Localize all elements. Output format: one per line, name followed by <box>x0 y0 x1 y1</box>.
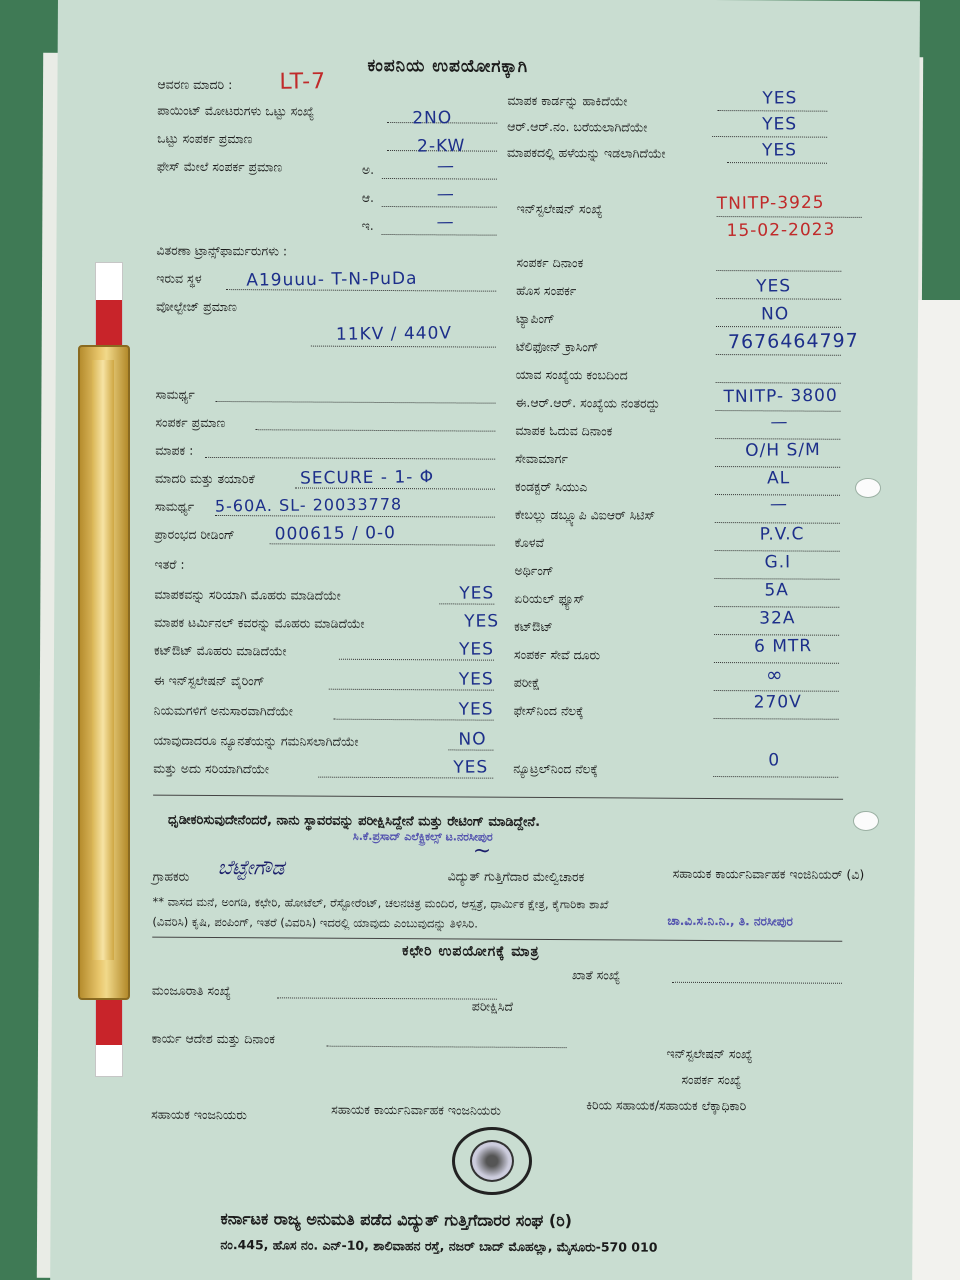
value-install-date: 15-02-2023 <box>726 219 836 242</box>
note-line-1: ** ವಾಸದ ಮನೆ, ಅಂಗಡಿ, ಕಛೇರಿ, ಹೋಟೆಲ್, ರೆಸ್ಟೋರೆಂಟ್, ಚಲನಚಿತ್ರ ಮಂದಿರ, ಆಸ್ಪತ್ರೆ, ಧಾರ್ಮಿಕ ಕ್ಷೇತ್ರ, ಕೈಗಾರಿಕಾ ಶಾಖೆ <box>152 894 609 912</box>
value-aerial-fuse: 5A <box>764 580 789 601</box>
dotted-line <box>716 270 841 272</box>
divider <box>153 795 843 800</box>
label-contractor: ವಿದ್ಯುತ್ ಗುತ್ತಿಗೆದಾರ ಮೇಲ್ವಿಚಾರಕ <box>447 868 585 885</box>
value-as-per-rules: YES <box>458 699 494 720</box>
value-test: ∞ <box>765 662 784 687</box>
dotted-line <box>672 982 842 984</box>
label-neutral-earth: ನ್ಯೂಟ್ರಲ್‌ನಿಂದ ನೆಲಕ್ಕೆ <box>513 760 598 777</box>
value-cutout: 32A <box>759 608 796 629</box>
label-office-conn-no: ಸಂಪರ್ಕ ಸಂಖ್ಯೆ <box>681 1071 742 1088</box>
contractor-stamp: ಸಿ.ಕೆ.ಪ್ರಸಾದ್ ಎಲೆಕ್ಟ್ರಿಕಲ್ಸ್ ಟ.ನರಸೀಪುರ <box>352 829 493 844</box>
value-err-no: TNITP- 3800 <box>723 385 838 408</box>
dotted-line <box>716 354 841 356</box>
value-old-removed: YES <box>761 140 798 161</box>
dotted-line <box>716 298 841 300</box>
label-wiring: ಈ ಇನ್‌ಸ್ಟಲೇಷನ್ ವೈರಿಂಗ್ <box>153 672 265 689</box>
dotted-line <box>255 429 495 431</box>
label-sign-accounts: ಕಿರಿಯ ಸಹಾಯಕ/ಸಹಾಯಕ ಲೆಕ್ಕಾಧಿಕಾರಿ <box>586 1097 747 1114</box>
label-sanction-no: ಮಂಜೂರಾತಿ ಸಂಖ್ಯೆ <box>151 982 231 999</box>
label-cutout-sealed: ಕಟ್‌ಔಟ್ ಮೊಹರು ಮಾಡಿದೆಯೇ <box>153 642 287 659</box>
value-phone: 7676464797 <box>727 329 859 354</box>
label-sign-asst-engineer: ಸಹಾಯಕ ಇಂಜನಿಯರು <box>151 1106 247 1123</box>
divider <box>152 937 842 942</box>
value-rr-written: YES <box>762 114 798 135</box>
dotted-line <box>327 1046 567 1048</box>
label-rr-written: ಆರ್.ಆರ್.ನಂ. ಬರೆಯಲಾಗಿದೆಯೇ <box>507 118 648 135</box>
association-logo-emblem <box>470 1140 514 1182</box>
label-new-conn: ಹೊಸ ಸಂಪರ್ಕ <box>516 282 577 299</box>
value-location: A19uuu- T-N-PuDa <box>246 268 418 291</box>
value-model-maker: SECURE - 1- Φ <box>299 467 435 489</box>
value-total-load: 2-KW <box>416 136 466 157</box>
value-install-no: TNITP-3925 <box>716 192 825 214</box>
value-cover-model: LT-7 <box>279 69 327 95</box>
value-phase-i: — <box>436 212 455 233</box>
label-work-order: ಕಾರ್ಯ ಆದೇಶ ಮತ್ತು ದಿನಾಂಕ <box>151 1030 275 1047</box>
value-meter-capacity: 5-60A. SL- 20033778 <box>214 494 403 516</box>
label-checked: ಪರೀಕ್ಷಿಸಿದೆ <box>471 998 514 1014</box>
label-reading-date: ಮಾಪಕ ಓದುವ ದಿನಾಂಕ <box>515 422 613 439</box>
file-tag-red-band <box>96 300 122 345</box>
label-meter: ಮಾಪಕ : <box>155 442 194 458</box>
file-clip-slot <box>92 360 114 960</box>
label-pipe: ಕೊಳವೆ <box>514 534 545 550</box>
label-meter-capacity: ಸಾಮರ್ಥ್ಯ <box>154 498 195 514</box>
label-phase-load: ಫೇಸ್ ಮೇಲೆ ಸಂಪರ್ಕ ಪ್ರಮಾಣ <box>156 158 283 175</box>
punch-hole <box>853 811 879 831</box>
dotted-line <box>717 216 862 218</box>
label-conn-date: ಸಂಪರ್ಕ ದಿನಾಂಕ <box>516 254 584 271</box>
certification-text: ಧೃಡೀಕರಿಸುವುದೇನೆಂದರೆ, ನಾನು ಸ್ಥಾವರವನ್ನು ಪರೀಕ್ಷಿಸಿದ್ದೇನೆ ಮತ್ತು ರೇಟಿಂಗ್ ಮಾಡಿದ್ದೇನೆ. <box>167 812 541 830</box>
consumer-signature: ಬೆಟ್ಟೇಗೌಡ <box>217 854 285 880</box>
label-capacity: ಸಾಮರ್ಥ್ಯ <box>155 386 195 402</box>
label-service-distance: ಸಂಪರ್ಕ ಸೇವೆ ದೂರು <box>513 646 601 663</box>
label-pole-no: ಯಾವ ಸಂಖ್ಯೆಯ ಕಂಬದಿಂದ <box>515 366 628 383</box>
label-model-maker: ಮಾದರಿ ಮತ್ತು ತಯಾರಿಕೆ <box>155 470 255 487</box>
label-location: ಇರುವ ಸ್ಥಳ <box>156 270 202 286</box>
office-stamp: ಚಾ.ವಿ.ಸ.ನಿ.ನಿ., ತಿ. ನರಸೀಪುರ <box>667 913 793 929</box>
label-err-no: ಈ.ಆರ್.ಆರ್. ಸಂಖ್ಯೆಯ ನಂತರದ್ದು <box>515 394 660 411</box>
label-asst-engineer: ಸಹಾಯಕ ಕಾರ್ಯನಿರ್ವಾಹಕ ಇಂಜಿನಿಯರ್ (ವಿ) <box>672 865 865 882</box>
label-terminal-sealed: ಮಾಪಕ ಟರ್ಮಿನಲ್ ಕವರನ್ನು ಮೊಹರು ಮಾಡಿದೆಯೇ <box>154 614 365 631</box>
dotted-line <box>714 718 839 720</box>
value-neutral-earth: 0 <box>768 750 781 771</box>
note-line-2: (ವಿವರಿಸಿ) ಕೃಷಿ, ಪಂಪಿಂಗ್, ಇತರೆ (ವಿವರಿಸಿ) ಇದರಲ್ಲಿ ಯಾವುದು ಎಂಬುವುದನ್ನು ತಿಳಿಸಿರಿ. <box>152 914 478 931</box>
value-voltage: 11KV / 440V <box>335 323 453 345</box>
label-phase-earth: ಫೇಸ್‌ನಿಂದ ನೆಲಕ್ಕೆ <box>513 702 584 719</box>
value-conductor: AL <box>766 468 791 489</box>
value-service-main: O/H S/M <box>745 440 821 461</box>
dotted-line <box>448 749 493 750</box>
label-meter-card: ಮಾಪಕ ಕಾರ್ಡನ್ನು ಹಾಕಿದೆಯೇ <box>507 92 628 109</box>
dotted-line <box>215 515 495 518</box>
label-phase-i: ಇ. <box>361 217 374 233</box>
label-cutout: ಕಟ್‌ಔಟ್ <box>514 618 553 635</box>
label-consumer: ಗ್ರಾಹಕರು <box>152 868 190 884</box>
value-service-distance: 6 MTR <box>753 636 813 657</box>
value-earthing: G.I <box>764 552 792 573</box>
label-transformers: ವಿತರಣಾ ಟ್ರಾನ್ಸ್‌ಫಾರ್ಮರುಗಳು : <box>156 242 288 259</box>
value-reading-date: — <box>770 412 789 433</box>
office-use-title: ಕಛೇರಿ ಉಪಯೋಗಕ್ಕೆ ಮಾತ್ರ <box>402 943 540 960</box>
label-as-per-rules: ನಿಯಮಗಳಿಗೆ ಅನುಸಾರವಾಗಿದೆಯೇ <box>153 702 293 719</box>
contractor-signature: ~ <box>472 838 492 864</box>
label-install-no: ಇನ್‌ಸ್ಟಲೇಷನ್ ಸಂಖ್ಯೆ <box>516 200 603 217</box>
dotted-line <box>382 234 497 236</box>
value-cutout-sealed: YES <box>458 639 495 660</box>
value-pipe: P.V.C <box>759 524 805 545</box>
label-corrected: ಮತ್ತು ಅದು ಸರಿಯಾಗಿದೆಯೇ <box>153 760 270 777</box>
dotted-line <box>382 206 497 208</box>
value-terminal-sealed: YES <box>464 611 500 632</box>
value-wiring: YES <box>458 669 494 690</box>
label-test: ಪರೀಕ್ಷೆ <box>513 674 541 690</box>
value-defects: NO <box>458 729 487 750</box>
label-aerial-fuse: ಏರಿಯಲ್ ಫ್ಯೂಸ್ <box>514 590 585 607</box>
label-others: ಇತರೆ : <box>154 556 185 572</box>
dotted-line <box>716 326 841 328</box>
label-phase-aa: ಆ. <box>361 189 375 205</box>
dotted-line <box>205 457 495 460</box>
value-phase-a: — <box>436 156 456 177</box>
dotted-line <box>712 136 827 138</box>
label-service-main: ಸೇವಾಮಾರ್ಗ <box>515 450 568 467</box>
label-earthing: ಅರ್ಥಿಂಗ್ <box>514 562 554 579</box>
label-conn-load: ಸಂಪರ್ಕ ಪ್ರಮಾಣ <box>155 414 226 431</box>
value-phase-earth: 270V <box>753 692 802 713</box>
footer-organization: ಕರ್ನಾಟಕ ರಾಜ್ಯ ಅನುಮತಿ ಪಡೆದ ವಿದ್ಯುತ್ ಗುತ್ತಿಗೆದಾರರ ಸಂಘ (ರಿ) <box>220 1209 573 1231</box>
label-total-load: ಒಟ್ಟು ಸಂಪರ್ಕ ಪ್ರಮಾಣ <box>157 130 253 147</box>
label-tapping: ಟ್ಯಾಪಿಂಗ್ <box>515 310 555 327</box>
punch-hole <box>855 478 881 498</box>
value-phase-aa: — <box>436 184 455 205</box>
value-sealed: YES <box>459 583 495 604</box>
dotted-line <box>277 997 497 999</box>
label-sign-asst-exec-engineer: ಸಹಾಯಕ ಕಾರ್ಯನಿರ್ವಾಹಕ ಇಂಜನಿಯರು <box>331 1101 501 1118</box>
label-office-install-no: ಇನ್‌ಸ್ಟಲೇಷನ್ ಸಂಖ್ಯೆ <box>666 1045 753 1062</box>
label-account-no: ಖಾತೆ ಸಂಖ್ಯೆ <box>571 967 621 983</box>
value-tapping: NO <box>760 304 790 325</box>
label-phase-a: ಅ. <box>361 161 375 177</box>
value-corrected: YES <box>453 757 489 778</box>
label-conductor: ಕಂಡಕ್ಟರ್ ಸಿಯುಎ <box>514 478 588 495</box>
dotted-line <box>713 776 838 778</box>
dotted-line <box>382 178 497 180</box>
value-point-motors: 2NO <box>412 108 453 129</box>
footer-address: ನಂ.445, ಹೊಸ ನಂ. ಎನ್-10, ಶಾಲಿವಾಹನ ರಸ್ತೆ, ನಜರ್ ಬಾದ್ ಮೊಹಲ್ಲಾ, ಮೈಸೂರು-570 010 <box>220 1237 658 1255</box>
label-sealed: ಮಾಪಕವನ್ನು ಸರಿಯಾಗಿ ಮೊಹರು ಮಾಡಿದೆಯೇ <box>154 586 341 603</box>
label-cable: ಕೇಬಲ್ಲು ಡಬ್ಲ್ಯೂಪಿ ವಿಐಆರ್ ಸಿಟಿಸ್ <box>514 506 656 523</box>
dotted-line <box>727 162 827 164</box>
label-voltage: ವೋಲ್ಟೇಜ್ ಪ್ರಮಾಣ <box>156 298 237 315</box>
label-cover-model: ಆವರಣ ಮಾದರಿ : <box>157 76 233 93</box>
dotted-line <box>716 382 841 384</box>
value-cable: — <box>769 494 789 515</box>
label-phone: ಟೆಲಿಫೋನ್ ಕ್ರಾಸಿಂಗ್ <box>515 338 599 355</box>
value-new-conn: YES <box>756 276 792 297</box>
page-title: ಕಂಪನಿಯ ಉಪಯೋಗಕ್ಕಾಗಿ <box>367 55 529 77</box>
dotted-line <box>311 346 496 348</box>
value-initial-reading: 000615 / 0-0 <box>274 523 397 545</box>
label-point-motors: ಪಾಯಿಂಟ್ ಮೋಟರುಗಳು ಒಟ್ಟು ಸಂಖ್ಯೆ <box>157 102 315 119</box>
label-initial-reading: ಪ್ರಾರಂಭದ ರೀಡಿಂಗ್ <box>154 526 235 543</box>
value-meter-card: YES <box>762 88 798 109</box>
dotted-line <box>216 401 496 404</box>
label-old-removed: ಮಾಪಕದಲ್ಲಿ ಹಳೆಯನ್ನು ಇಡಲಾಗಿದೆಯೇ <box>507 144 666 161</box>
label-defects: ಯಾವುದಾದರೂ ನ್ಯೂನತೆಯನ್ನು ಗಮನಿಸಲಾಗಿದೆಯೇ <box>153 732 359 749</box>
form-sheet <box>50 0 920 1280</box>
dotted-line <box>717 110 827 112</box>
